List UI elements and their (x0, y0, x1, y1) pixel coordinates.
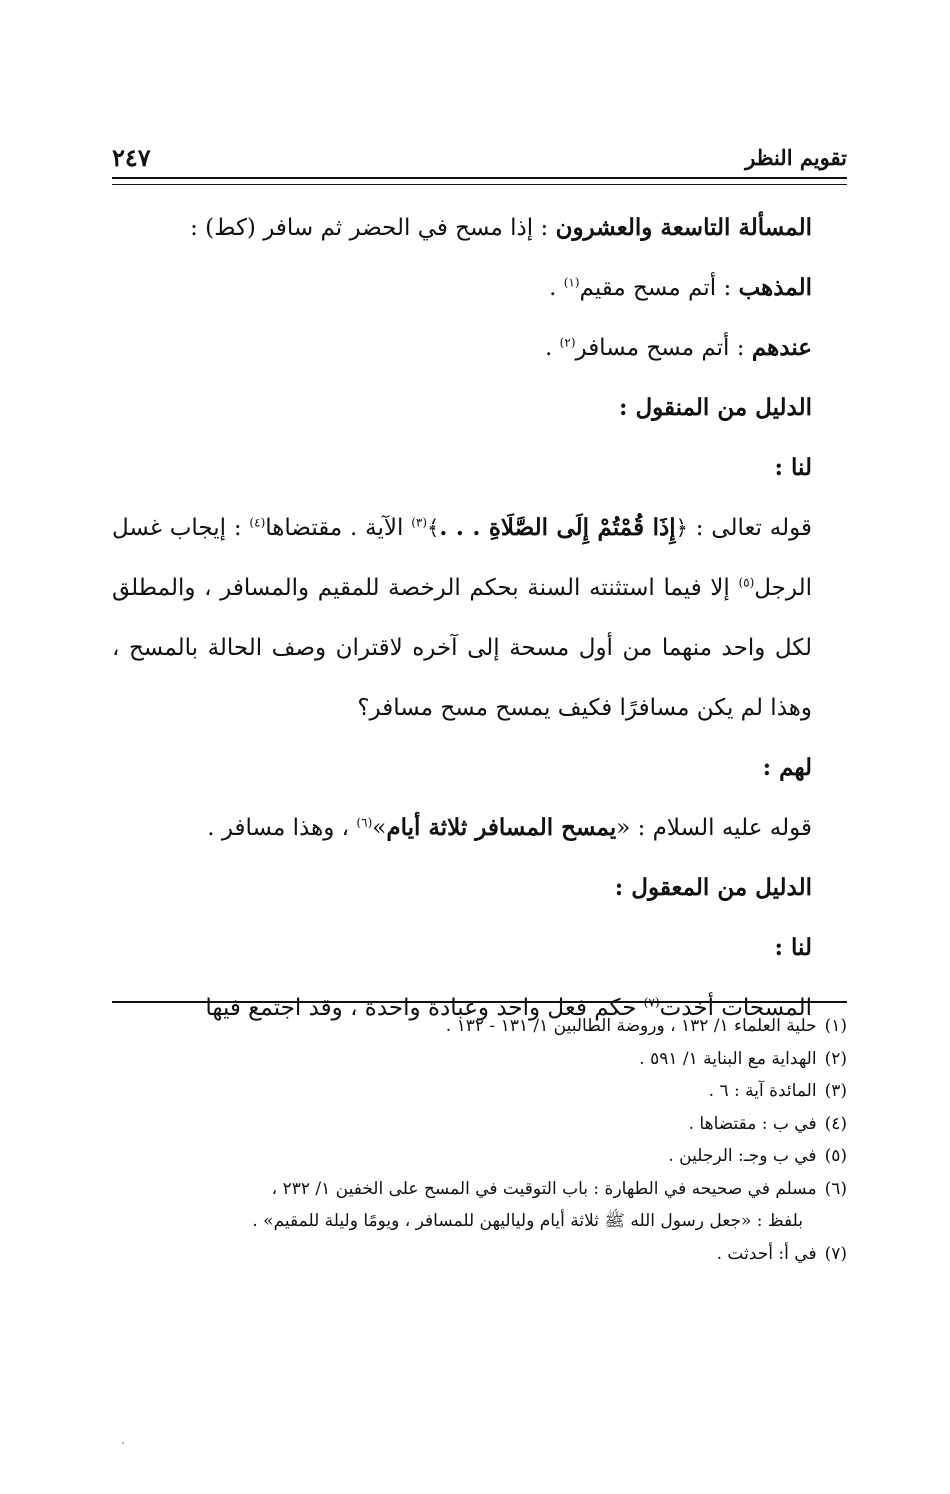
masahat-post: حكم فعل واحد وعبادة واحدة ، وقد اجتمع فيها (205, 995, 644, 1021)
paragraph-hadith (112, 798, 812, 858)
footnote-separator (112, 1001, 847, 1003)
footnote-text: في أ: أحدثت . (716, 1243, 817, 1264)
running-title: تقويم النظر (745, 145, 847, 170)
hadith-intro: قوله عليه السلام : « (616, 815, 812, 841)
issue-title: المسألة التاسعة والعشرون (555, 214, 812, 241)
paragraph-madhab (112, 258, 812, 318)
footnote-number: (٢) (824, 1048, 847, 1069)
footnote-number: (٥) (824, 1146, 847, 1166)
issue-title-text: : إذا مسح في الحضر ثم سافر (كط) : (190, 215, 556, 241)
footnote-3 (112, 1075, 847, 1108)
footnote-7 (112, 1238, 847, 1271)
paragraph-issue-title (112, 198, 812, 258)
footnote-6-continuation: بلفظ : «جعل رسول الله ﷺ ثلاثة أيام ولياليهن للمسافر ، ويومًا وليلة للمقيم» . (252, 1211, 803, 1231)
running-header (112, 145, 847, 175)
footnote-text: المائدة آية : ٦ . (708, 1081, 817, 1101)
quran-quote: إِذَا قُمْتُمْ إِلَى الصَّلَاةِ . . . (439, 514, 676, 541)
heading-lana-2: لنا : (774, 934, 812, 961)
footnote-text: في ب وجـ: الرجلين . (668, 1146, 817, 1166)
footnote-text: مسلم في صحيحه في الطهارة : باب التوقيت في المسح على الخفين ١/ ٢٣٢ ، (271, 1178, 817, 1199)
footnote-1 (112, 1010, 847, 1043)
page-number: ٢٤٧ (112, 143, 151, 172)
hadith-quote: يمسح المسافر ثلاثة أيام (386, 814, 617, 841)
footnote-text: في ب : مقتضاها . (688, 1113, 817, 1134)
footnote-number: (٦) (824, 1178, 847, 1199)
footnote-4 (112, 1108, 847, 1141)
label-indahum: عندهم (751, 334, 812, 361)
footnote-ref-3[interactable]: (٣) (411, 515, 428, 530)
footnote-ref-5[interactable]: (٥) (738, 575, 755, 590)
heading-lahum: لهم : (762, 754, 812, 781)
paragraph-quran-evidence (112, 498, 812, 738)
footnote-2 (112, 1043, 847, 1076)
madhab-text: : أتم مسح مقيم (579, 275, 739, 301)
heading-maqul: الدليل من المعقول : (614, 874, 812, 901)
footnote-number: (٣) (824, 1081, 847, 1101)
footnote-ref-4[interactable]: (٤) (249, 515, 266, 530)
hadith-end: ، وهذا مسافر . (207, 815, 357, 841)
indahum-text: : أتم مسح مسافر (575, 335, 752, 361)
masahat-pre: المسحات أخذت (659, 995, 812, 1021)
quran-mid: الآية . مقتضاها (265, 515, 412, 541)
footnote-ref-7[interactable]: (٧) (643, 995, 660, 1010)
hadith-close: » (372, 815, 387, 841)
footnotes (112, 1010, 847, 1270)
header-double-rule (112, 177, 847, 185)
quran-text-1: : إيجاب غسل الرجل (112, 515, 812, 601)
footnote-ref-2[interactable]: (٢) (559, 335, 576, 350)
footnote-number: (١) (824, 1016, 847, 1036)
footnote-text: الهداية مع البناية ١/ ٥٩١ . (639, 1048, 817, 1069)
quran-intro: قوله تعالى : (687, 515, 812, 541)
footnote-6 (112, 1173, 847, 1206)
madhab-end: . (549, 275, 564, 301)
label-madhab: المذهب (738, 274, 812, 301)
footnote-5 (112, 1140, 847, 1173)
footnote-number: (٤) (824, 1113, 847, 1134)
scan-speck (122, 1442, 124, 1444)
heading-lana-1: لنا : (774, 454, 812, 481)
footnote-text: حلية العلماء ١/ ١٣٢ ، وروضة الطالبين ١/ ١٣١ - ١٣٢ . (445, 1016, 817, 1036)
heading-manqul: الدليل من المنقول : (618, 394, 812, 421)
footnote-ref-6[interactable]: (٦) (356, 815, 373, 830)
footnote-ref-1[interactable]: (١) (563, 275, 580, 290)
indahum-end: . (545, 335, 560, 361)
footnote-number: (٧) (824, 1243, 847, 1264)
quran-open-bracket: ﴿ (675, 516, 688, 540)
quran-close-bracket: ﴾ (427, 516, 440, 540)
paragraph-indahum (112, 318, 812, 378)
main-text (112, 198, 812, 1038)
quran-text-2: إلا فيما استثنته السنة بحكم الرخصة للمقيم والمسافر ، والمطلق لكل واحد منهما من أول مسحة إلى آخره لاقتران وصف الحالة بالمسح ، وهذا لم يكن مسافرًا فكيف يمسح مسح مسافر؟ (112, 575, 812, 721)
